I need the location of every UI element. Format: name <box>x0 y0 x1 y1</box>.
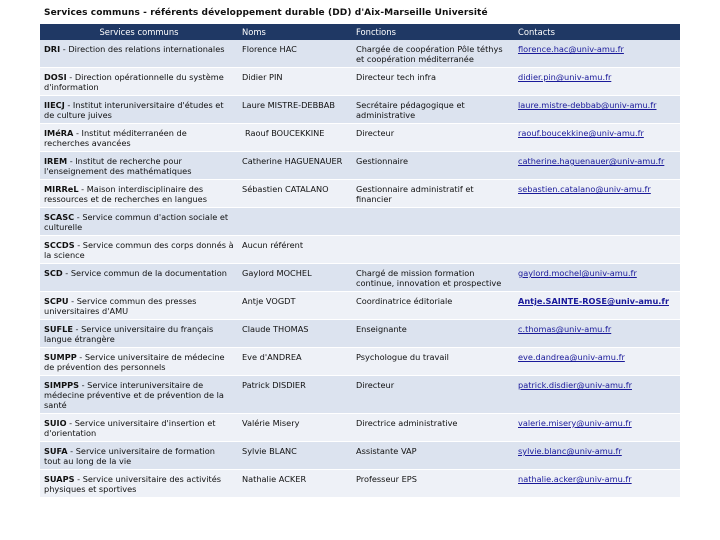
email-link[interactable]: c.thomas@univ-amu.fr <box>518 324 612 334</box>
table-row <box>40 96 680 124</box>
table-row <box>40 414 680 442</box>
contact-cell <box>514 40 680 68</box>
table-row <box>40 124 680 152</box>
table-row <box>40 264 680 292</box>
service-description: - Direction opérationnelle du système d'information <box>44 72 224 92</box>
service-description: - Service universitaire de médecine de prévention des personnels <box>44 352 225 372</box>
function-cell: Directeur tech infra <box>352 68 514 96</box>
email-link[interactable]: sylvie.blanc@univ-amu.fr <box>518 446 622 456</box>
service-cell <box>40 180 238 208</box>
function-cell: Gestionnaire administratif et financier <box>352 180 514 208</box>
service-cell <box>40 68 238 96</box>
service-cell <box>40 442 238 470</box>
service-abbreviation: IIECJ <box>44 100 65 110</box>
table-row <box>40 180 680 208</box>
service-abbreviation: DRI <box>44 44 61 54</box>
email-link[interactable]: laure.mistre-debbab@univ-amu.fr <box>518 100 657 110</box>
contact-cell <box>514 124 680 152</box>
contact-cell <box>514 292 680 320</box>
email-link[interactable]: raouf.boucekkine@univ-amu.fr <box>518 128 644 138</box>
function-cell: Chargé de mission formation continue, innovation et prospective <box>352 264 514 292</box>
table-row <box>40 442 680 470</box>
function-cell: Psychologue du travail <box>352 348 514 376</box>
table-row <box>40 320 680 348</box>
function-cell <box>352 208 514 236</box>
table-row <box>40 208 680 236</box>
service-description: - Service commun des presses universitaires d'AMU <box>44 296 197 316</box>
service-abbreviation: SCASC <box>44 212 75 222</box>
name-cell: Sylvie BLANC <box>238 442 352 470</box>
service-cell <box>40 264 238 292</box>
table-row <box>40 68 680 96</box>
service-abbreviation: IMéRA <box>44 128 74 138</box>
email-link[interactable]: nathalie.acker@univ-amu.fr <box>518 474 632 484</box>
service-description: - Direction des relations internationales <box>60 44 225 54</box>
contact-cell <box>514 376 680 414</box>
service-abbreviation: SCD <box>44 268 63 278</box>
service-description: - Service universitaire d'insertion et d'orientation <box>44 418 216 438</box>
service-cell <box>40 124 238 152</box>
name-cell: Didier PIN <box>238 68 352 96</box>
contact-cell <box>514 180 680 208</box>
email-link[interactable]: valerie.misery@univ-amu.fr <box>518 418 632 428</box>
contact-cell <box>514 442 680 470</box>
contact-cell <box>514 68 680 96</box>
service-cell <box>40 348 238 376</box>
service-cell <box>40 40 238 68</box>
table-header-row <box>40 24 680 40</box>
service-description: - Service interuniversitaire de médecine préventive et de prévention de la santé <box>44 380 224 410</box>
name-cell: Aucun référent <box>238 236 352 264</box>
service-abbreviation: SUMPP <box>44 352 77 362</box>
service-abbreviation: DOSI <box>44 72 67 82</box>
service-cell <box>40 208 238 236</box>
header-functions: Fonctions <box>352 24 514 40</box>
function-cell: Directeur <box>352 124 514 152</box>
table-row <box>40 40 680 68</box>
service-description: - Institut méditerranéen de recherches avancées <box>44 128 187 148</box>
contact-cell <box>514 470 680 498</box>
service-description: - Service universitaire de formation tout au long de la vie <box>44 446 215 466</box>
service-abbreviation: MIRReL <box>44 184 79 194</box>
service-cell <box>40 414 238 442</box>
name-cell: Valérie Misery <box>238 414 352 442</box>
email-link[interactable]: Antje.SAINTE-ROSE@univ-amu.fr <box>518 296 669 306</box>
name-cell: Gaylord MOCHEL <box>238 264 352 292</box>
service-abbreviation: SUFA <box>44 446 68 456</box>
table-row <box>40 348 680 376</box>
function-cell: Enseignante <box>352 320 514 348</box>
service-description: - Service commun de la documentation <box>62 268 227 278</box>
function-cell: Directeur <box>352 376 514 414</box>
name-cell: Patrick DISDIER <box>238 376 352 414</box>
email-link[interactable]: eve.dandrea@univ-amu.fr <box>518 352 625 362</box>
table-row <box>40 292 680 320</box>
service-cell <box>40 152 238 180</box>
service-abbreviation: SUIO <box>44 418 67 428</box>
function-cell: Chargée de coopération Pôle téthys et coopération méditerranée <box>352 40 514 68</box>
function-cell: Secrétaire pédagogique et administrative <box>352 96 514 124</box>
service-description: - Institut de recherche pour l'enseignement des mathématiques <box>44 156 192 176</box>
name-cell: Florence HAC <box>238 40 352 68</box>
name-cell: Raouf BOUCEKKINE <box>238 124 352 152</box>
service-abbreviation: SIMPPS <box>44 380 79 390</box>
contact-cell <box>514 264 680 292</box>
name-cell: Eve d'ANDREA <box>238 348 352 376</box>
service-description: - Service commun des corps donnés à la science <box>44 240 234 260</box>
service-abbreviation: SUAPS <box>44 474 75 484</box>
header-names: Noms <box>238 24 352 40</box>
contact-cell <box>514 152 680 180</box>
service-description: - Service universitaire des activités physiques et sportives <box>44 474 222 494</box>
service-cell <box>40 376 238 414</box>
service-description: - Institut interuniversitaire d'études et de culture juives <box>44 100 224 120</box>
function-cell <box>352 236 514 264</box>
page-title: Services communs - référents développement durable (DD) d'Aix-Marseille Université <box>44 8 488 18</box>
function-cell: Directrice administrative <box>352 414 514 442</box>
table-row <box>40 376 680 414</box>
name-cell: Catherine HAGUENAUER <box>238 152 352 180</box>
service-abbreviation: IREM <box>44 156 68 166</box>
service-abbreviation: SCPU <box>44 296 69 306</box>
service-description: - Maison interdisciplinaire des ressources et de recherches en langues <box>44 184 207 204</box>
service-cell <box>40 320 238 348</box>
name-cell: Claude THOMAS <box>238 320 352 348</box>
service-abbreviation: SUFLE <box>44 324 73 334</box>
contact-cell <box>514 236 680 264</box>
contact-cell <box>514 208 680 236</box>
table-row <box>40 470 680 498</box>
email-link[interactable]: sebastien.catalano@univ-amu.fr <box>518 184 651 194</box>
service-description: - Service universitaire du français langue étrangère <box>44 324 214 344</box>
table-row <box>40 152 680 180</box>
service-cell <box>40 470 238 498</box>
name-cell: Laure MISTRE-DEBBAB <box>238 96 352 124</box>
service-cell <box>40 292 238 320</box>
email-link[interactable]: catherine.haguenauer@univ-amu.fr <box>518 156 665 166</box>
function-cell: Assistante VAP <box>352 442 514 470</box>
service-cell <box>40 236 238 264</box>
function-cell: Coordinatrice éditoriale <box>352 292 514 320</box>
name-cell: Antje VOGDT <box>238 292 352 320</box>
contact-cell <box>514 320 680 348</box>
email-link[interactable]: didier.pin@univ-amu.fr <box>518 72 612 82</box>
email-link[interactable]: patrick.disdier@univ-amu.fr <box>518 380 632 390</box>
email-link[interactable]: florence.hac@univ-amu.fr <box>518 44 624 54</box>
email-link[interactable]: gaylord.mochel@univ-amu.fr <box>518 268 637 278</box>
referents-table <box>40 24 680 498</box>
service-cell <box>40 96 238 124</box>
service-description: - Service commun d'action sociale et culturelle <box>44 212 229 232</box>
header-services: Services communs <box>40 24 238 40</box>
contact-cell <box>514 96 680 124</box>
header-contacts: Contacts <box>514 24 680 40</box>
contact-cell <box>514 348 680 376</box>
name-cell: Sébastien CATALANO <box>238 180 352 208</box>
table-row <box>40 236 680 264</box>
service-abbreviation: SCCDS <box>44 240 75 250</box>
function-cell: Professeur EPS <box>352 470 514 498</box>
name-cell <box>238 208 352 236</box>
function-cell: Gestionnaire <box>352 152 514 180</box>
name-cell: Nathalie ACKER <box>238 470 352 498</box>
contact-cell <box>514 414 680 442</box>
